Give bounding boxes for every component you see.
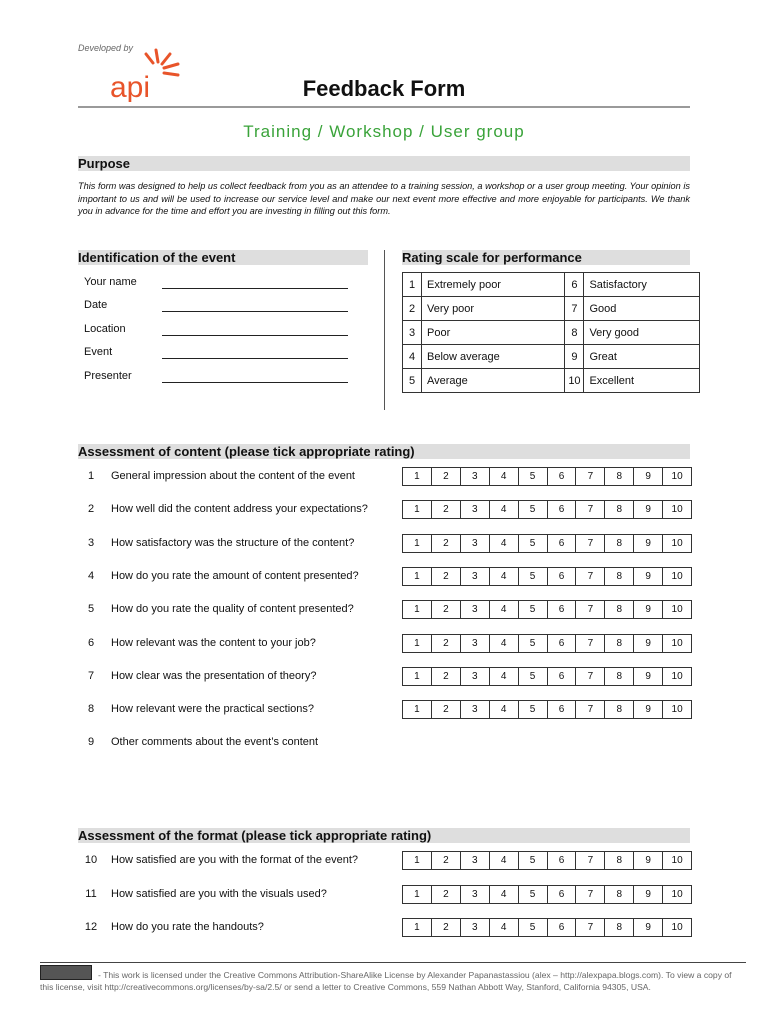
question-number: 1 [87,470,95,482]
form-subtitle: Training / Workshop / User group [243,122,525,141]
rating-scale-label: Satisfactory [584,273,700,297]
rating-option[interactable]: 4 [490,501,519,518]
question-text: How clear was the presentation of theory? [111,669,317,682]
question-text: General impression about the content of the event [111,470,355,482]
rating-option[interactable]: 1 [403,668,432,685]
rating-option[interactable]: 3 [461,501,490,518]
rating-option[interactable]: 6 [548,468,577,485]
rating-boxes [402,700,692,719]
rating-option[interactable]: 7 [576,635,605,652]
rating-option[interactable]: 2 [432,535,461,552]
rating-option[interactable]: 6 [548,635,577,652]
rating-option[interactable]: 7 [576,668,605,685]
rating-scale-row [403,345,700,369]
rating-option[interactable]: 9 [634,601,663,618]
rating-option[interactable]: 9 [634,468,663,485]
rating-boxes [402,634,692,653]
form-title [0,76,768,102]
rating-option[interactable]: 5 [519,668,548,685]
rating-option[interactable]: 10 [671,604,683,616]
rating-option[interactable]: 7 [576,568,605,585]
rating-option[interactable]: 8 [605,886,634,903]
rating-option[interactable]: 4 [490,601,519,618]
rating-option[interactable]: 6 [548,501,577,518]
rating-option[interactable]: 4 [490,852,519,869]
rating-option[interactable]: 5 [519,852,548,869]
rating-option[interactable]: 4 [490,701,519,718]
rating-option[interactable]: 8 [605,568,634,585]
rating-boxes [402,467,692,486]
question-number: 6 [87,636,95,649]
rating-option[interactable]: 8 [605,635,634,652]
rating-option[interactable]: 9 [634,701,663,718]
rating-option[interactable]: 10 [671,471,683,482]
rating-option[interactable]: 3 [461,852,490,869]
rating-option[interactable]: 1 [403,501,432,518]
question-number: 7 [87,669,95,682]
rating-scale-number: 1 [403,273,422,297]
rating-option[interactable]: 6 [548,568,577,585]
rating-scale-label: Good [584,297,700,321]
rating-scale-label: Great [584,345,700,369]
question-text: How do you rate the amount of content presented? [111,569,359,582]
rating-option[interactable]: 7 [576,886,605,903]
rating-option[interactable]: 5 [519,919,548,936]
rating-scale-label: Poor [422,321,565,345]
purpose-heading: Purpose [78,156,690,171]
rating-option[interactable]: 5 [519,886,548,903]
content-assessment-heading: Assessment of content (please tick appropriate rating) [78,444,690,459]
rating-scale-label: Average [422,369,565,393]
rating-option[interactable]: 7 [576,701,605,718]
rating-option[interactable]: 2 [432,852,461,869]
rating-scale-table [402,272,700,393]
rating-option[interactable]: 10 [671,670,683,682]
rating-scale-number: 4 [403,345,422,369]
rating-option[interactable]: 10 [671,537,683,549]
rating-option[interactable]: 10 [671,855,683,866]
rating-option[interactable]: 2 [432,635,461,652]
rating-scale-number: 5 [403,369,422,393]
rating-option[interactable]: 3 [461,886,490,903]
rating-option[interactable]: 5 [519,701,548,718]
developed-by-label: Developed by [78,43,134,53]
rating-option[interactable]: 5 [519,568,548,585]
question-text: How satisfied are you with the visuals used? [111,887,327,900]
rating-option[interactable]: 1 [403,886,432,903]
rating-scale-number: 2 [403,297,422,321]
rating-scale-label: Below average [422,345,565,369]
identification-heading: Identification of the event [78,250,368,265]
license-text: - This work is licensed under the Creative Commons Attribution-ShareAlike License by Alexander Papanastassiou (alex – http://alexpapa.blogs.com). To view a copy of this license, visit http://creativecommons.org/licenses/by-sa/2.5/ or send a letter to Creative Commons, 559 Nathan Abbott Way, Stanford, California 94305, USA. [40,970,732,992]
rating-option[interactable]: 1 [403,535,432,552]
rating-option[interactable]: 1 [403,852,432,869]
rating-scale-row [403,273,700,297]
rating-option[interactable]: 2 [432,701,461,718]
rating-option[interactable]: 7 [576,501,605,518]
purpose-text: This form was designed to help us collect feedback from you as an attendee to a training session, a workshop or a user group meeting. Your opinion is important to us and will be used to increase our service level and make our next event more effective and more enjoyable for participants. We thank you in advance for the time and effort you are investing in filling out this form. [78,181,690,216]
id-field-label: Presenter [84,370,132,382]
rating-option[interactable]: 1 [403,601,432,618]
rating-scale-number: 6 [565,273,584,297]
rating-boxes [402,600,692,619]
rating-option[interactable]: 8 [605,501,634,518]
header-divider [78,106,690,108]
rating-option[interactable]: 9 [634,668,663,685]
rating-option[interactable]: 1 [403,468,432,485]
question-number: 3 [87,536,95,549]
rating-option[interactable]: 6 [548,601,577,618]
rating-option[interactable]: 9 [634,501,663,518]
rating-option[interactable]: 4 [490,535,519,552]
footer-divider [40,962,746,963]
rating-option[interactable]: 8 [605,852,634,869]
rating-option[interactable]: 4 [490,919,519,936]
rating-option[interactable]: 6 [548,919,577,936]
question-number: 8 [87,703,95,716]
rating-scale-label: Very poor [422,297,565,321]
rating-boxes [402,567,692,586]
question-text: How satisfactory was the structure of the content? [111,536,355,549]
rating-option[interactable]: 2 [432,886,461,903]
id-field-input-line[interactable] [162,382,348,383]
rating-scale-label: Excellent [584,369,700,393]
rating-option[interactable]: 5 [519,635,548,652]
rating-option[interactable]: 10 [671,570,683,582]
question-number: 12 [84,921,98,933]
rating-option[interactable]: 7 [576,601,605,618]
rating-boxes [402,667,692,686]
id-field-input-line[interactable] [162,288,348,289]
rating-option[interactable]: 9 [634,568,663,585]
rating-option[interactable]: 6 [548,852,577,869]
id-field-label: Event [84,346,113,358]
rating-option[interactable]: 8 [605,535,634,552]
rating-option[interactable]: 9 [634,886,663,903]
rating-option[interactable]: 5 [519,535,548,552]
rating-boxes [402,851,692,870]
question-text: How do you rate the quality of content presented? [111,603,354,616]
rating-option[interactable]: 4 [490,468,519,485]
question-number: 11 [85,887,97,900]
rating-boxes [402,885,692,904]
question-number: 10 [84,854,98,866]
rating-option[interactable]: 7 [576,468,605,485]
id-field-input-line[interactable] [162,358,348,359]
rating-scale-label: Very good [584,321,700,345]
id-field-label: Date [84,299,108,311]
question-number: 2 [87,503,95,516]
rating-option[interactable]: 9 [634,852,663,869]
rating-option[interactable]: 7 [576,535,605,552]
rating-option[interactable]: 3 [461,535,490,552]
question-text: How relevant were the practical sections? [111,703,314,716]
rating-option[interactable]: 10 [671,637,683,649]
rating-scale-number: 7 [565,297,584,321]
rating-option[interactable]: 9 [634,919,663,936]
rating-option[interactable]: 3 [461,568,490,585]
rating-option[interactable]: 2 [432,468,461,485]
rating-option[interactable]: 8 [605,668,634,685]
rating-option[interactable]: 3 [461,635,490,652]
rating-option[interactable]: 8 [605,468,634,485]
rating-scale-row [403,321,700,345]
rating-option[interactable]: 6 [548,886,577,903]
id-field-label: Your name [84,276,137,288]
form-title-text: Feedback Form [302,76,466,101]
question-text: How relevant was the content to your job? [111,636,316,649]
rating-option[interactable]: 10 [671,888,683,900]
rating-option[interactable]: 2 [432,568,461,585]
question-number: 5 [87,603,95,616]
rating-option[interactable]: 2 [432,668,461,685]
rating-option[interactable]: 9 [634,535,663,552]
rating-option[interactable]: 3 [461,468,490,485]
rating-scale-number: 3 [403,321,422,345]
rating-scale-row [403,369,700,393]
id-field-input-line[interactable] [162,335,348,336]
logo-text: api [110,71,151,102]
rating-option[interactable]: 5 [519,468,548,485]
rating-scale-label: Extremely poor [422,273,565,297]
rating-option[interactable]: 8 [605,701,634,718]
rating-option[interactable]: 1 [403,919,432,936]
rating-option[interactable]: 6 [548,668,577,685]
rating-option[interactable]: 1 [403,568,432,585]
rating-option[interactable]: 4 [490,635,519,652]
rating-option[interactable]: 1 [403,701,432,718]
rating-option[interactable]: 3 [461,701,490,718]
rating-scale-number: 9 [565,345,584,369]
logo-sunburst-icon [146,50,178,75]
id-field-input-line[interactable] [162,311,348,312]
rating-option[interactable]: 5 [519,601,548,618]
rating-option[interactable]: 3 [461,668,490,685]
rating-option[interactable]: 4 [490,568,519,585]
rating-option[interactable]: 6 [548,701,577,718]
rating-scale-heading: Rating scale for performance [402,250,690,265]
rating-option[interactable]: 5 [519,501,548,518]
rating-option[interactable]: 10 [671,922,683,933]
rating-boxes [402,500,692,519]
format-assessment-heading: Assessment of the format (please tick appropriate rating) [78,828,690,843]
question-text: How do you rate the handouts? [111,921,264,933]
column-divider [384,250,385,410]
question-text: How well did the content address your expectations? [111,503,368,516]
rating-option[interactable]: 2 [432,919,461,936]
rating-option[interactable]: 3 [461,919,490,936]
rating-option[interactable]: 4 [490,886,519,903]
rating-option[interactable]: 6 [548,535,577,552]
rating-boxes [402,534,692,553]
question-number: 9 [87,736,95,749]
question-text: Other comments about the event’s content [111,736,319,749]
rating-option[interactable]: 3 [461,601,490,618]
rating-option[interactable]: 8 [605,919,634,936]
rating-option[interactable]: 7 [576,852,605,869]
rating-boxes [402,918,692,937]
rating-scale-row [403,297,700,321]
rating-scale-number: 10 [565,369,584,393]
rating-option[interactable]: 7 [576,919,605,936]
rating-option[interactable]: 10 [671,504,683,516]
rating-option[interactable]: 10 [671,704,683,716]
rating-option[interactable]: 8 [605,601,634,618]
question-number: 4 [87,569,95,582]
rating-option[interactable]: 4 [490,668,519,685]
rating-option[interactable]: 1 [403,635,432,652]
rating-option[interactable]: 2 [432,601,461,618]
id-field-label: Location [84,323,126,335]
question-text: How satisfied are you with the format of the event? [111,854,359,866]
rating-scale-number: 8 [565,321,584,345]
rating-option[interactable]: 9 [634,635,663,652]
rating-option[interactable]: 2 [432,501,461,518]
